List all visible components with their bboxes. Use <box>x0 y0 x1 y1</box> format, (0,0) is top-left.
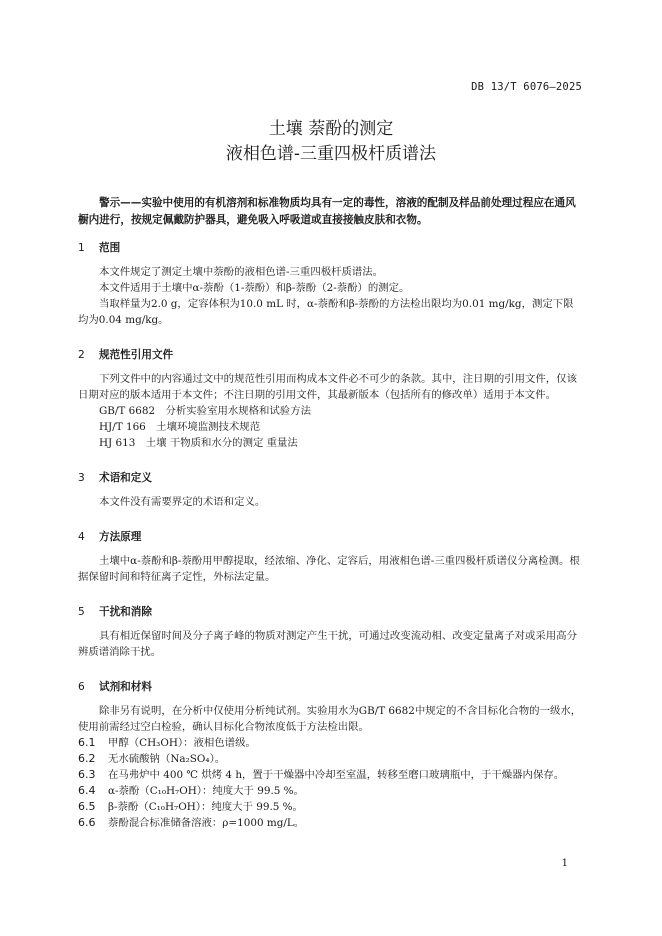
terms-paragraph: 本文件没有需要界定的术语和定义。 <box>99 496 266 508</box>
section-title: 干扰和消除 <box>99 606 152 618</box>
section-heading-normative-references <box>78 347 583 363</box>
reagents-paragraph: 除非另有说明，在分析中仅使用分析纯试剂。实验用水为GB/T 6682中规定的不含目标化合物的一级水，使用前需经过空白检验，确认目标化合物浓度低于方法检出限。 <box>78 705 582 733</box>
scope-paragraph-1: 本文件规定了测定土壤中萘酚的液相色谱-三重四极杆质谱法。 <box>99 266 384 278</box>
principle-paragraph: 土壤中α-萘酚和β-萘酚用甲醇提取，经浓缩、净化、定容后，用液相色谱-三重四极杆质谱仪分离检测。根据保留时间和特征离子定性，外标法定量。 <box>78 555 580 583</box>
reagent-item <box>78 815 583 831</box>
section-number: 3 <box>78 472 85 484</box>
reagent-item <box>78 799 583 815</box>
document-body <box>78 240 583 831</box>
item-text: 甲醇（CH₃OH）：液相色谱级。 <box>108 737 256 749</box>
item-text: α-萘酚（C₁₀H₇OH）：纯度大于 99.5 %。 <box>108 785 304 797</box>
section-heading-scope <box>78 240 583 256</box>
section-title: 范围 <box>99 242 121 254</box>
reference-item: GB/T 6682 分析实验室用水规格和试验方法 <box>99 405 311 417</box>
section-title: 方法原理 <box>99 531 142 543</box>
item-number: 6.3 <box>78 768 96 781</box>
reagent-item <box>78 751 583 767</box>
references-paragraph: 下列文件中的内容通过文中的规范性引用而构成本文件必不可少的条款。其中，注日期的引用文件，仅该日期对应的版本适用于本文件；不注日期的引用文件，其最新版本（包括所有的修改单）适用于本文件。 <box>78 373 577 401</box>
item-number: 6.6 <box>78 816 96 829</box>
document-title <box>0 117 662 167</box>
item-number: 6.2 <box>78 752 96 765</box>
section-title: 术语和定义 <box>99 472 152 484</box>
section-number: 4 <box>78 531 85 543</box>
title-line-1: 土壤 萘酚的测定 <box>268 119 394 139</box>
item-number: 6.4 <box>78 784 96 797</box>
reagent-item <box>78 767 583 783</box>
page-number: 1 <box>561 858 568 869</box>
section-number: 2 <box>78 349 85 361</box>
standard-code: DB 13/T 6076—2025 <box>471 81 582 93</box>
section-number: 5 <box>78 606 85 618</box>
section-heading-interference <box>78 604 583 620</box>
section-heading-principle <box>78 529 583 545</box>
reference-item: HJ/T 166 土壤环境监测技术规范 <box>99 421 261 433</box>
interference-paragraph: 具有相近保留时间及分子离子峰的物质对测定产生干扰，可通过改变流动相、改变定量离子对或采用高分辨质谱消除干扰。 <box>78 630 577 658</box>
section-title: 规范性引用文件 <box>99 349 174 361</box>
item-text: 在马弗炉中 400 ℃ 烘烤 4 h，置于干燥器中冷却至室温，转移至磨口玻璃瓶中，于干燥器内保存。 <box>108 769 565 781</box>
item-number: 6.5 <box>78 800 96 813</box>
reagent-item <box>78 735 583 751</box>
section-number: 6 <box>78 681 85 693</box>
item-text: β-萘酚（C₁₀H₇OH）：纯度大于 99.5 %。 <box>108 801 303 813</box>
scope-paragraph-3: 当取样量为2.0 g，定容体积为10.0 mL 时，α-萘酚和β-萘酚的方法检出限均为0.01 mg/kg，测定下限均为0.04 mg/kg。 <box>78 298 574 326</box>
warning-paragraph: 警示——实验中使用的有机溶剂和标准物质均具有一定的毒性，溶液的配制及样品前处理过程应在通风橱内进行，按规定佩戴防护器具，避免吸入呼吸道或直接接触皮肤和衣物。 <box>78 197 576 226</box>
item-text: 无水硫酸钠（Na₂SO₄）。 <box>108 753 226 765</box>
item-number: 6.1 <box>78 736 96 749</box>
scope-paragraph-2: 本文件适用于土壤中α-萘酚（1-萘酚）和β-萘酚（2-萘酚）的测定。 <box>99 282 410 294</box>
section-title: 试剂和材料 <box>99 681 152 693</box>
section-heading-reagents <box>78 679 583 695</box>
title-line-2: 液相色谱-三重四极杆质谱法 <box>225 144 437 164</box>
section-heading-terms <box>78 470 583 486</box>
section-number: 1 <box>78 242 85 254</box>
reagent-item <box>78 783 583 799</box>
reference-item: HJ 613 土壤 干物质和水分的测定 重量法 <box>99 437 298 449</box>
item-text: 萘酚混合标准储备溶液：ρ=1000 mg/L。 <box>108 817 305 829</box>
